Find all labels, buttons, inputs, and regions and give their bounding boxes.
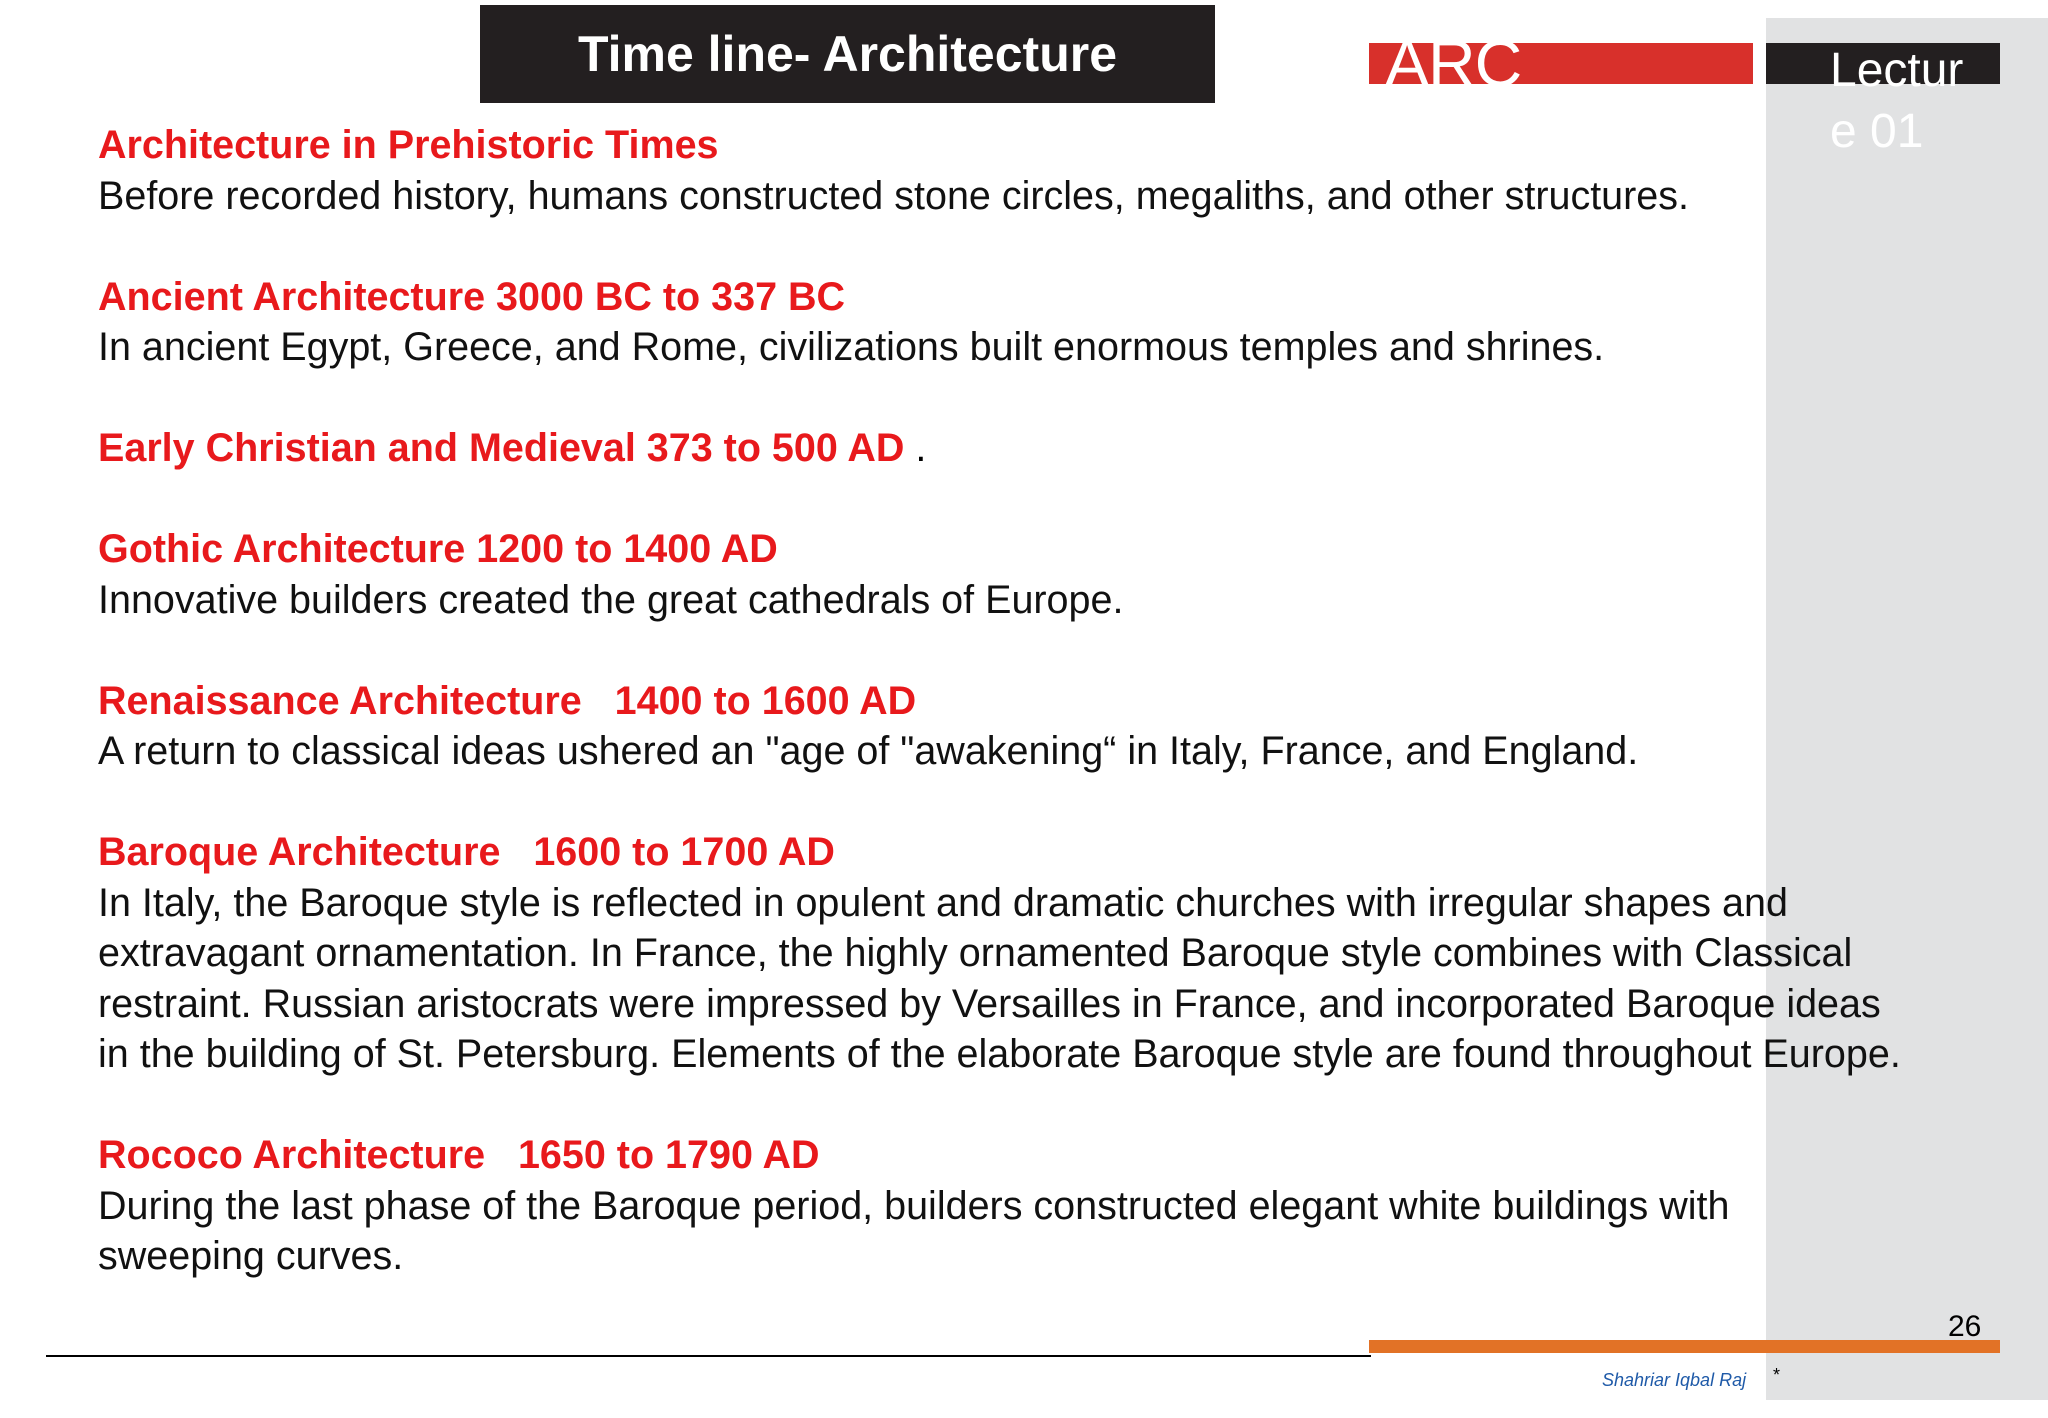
timeline-section [98, 524, 1818, 625]
section-heading: Baroque Architecture 1600 to 1700 AD [98, 830, 835, 874]
section-heading: Gothic Architecture 1200 to 1400 AD [98, 527, 778, 571]
footer-divider [46, 1355, 1371, 1357]
section-body: Before recorded history, humans constructed stone circles, megaliths, and other structures. [98, 173, 1689, 218]
page-number: 26 [1948, 1310, 1982, 1343]
timeline-section [98, 827, 1908, 1080]
section-body: Innovative builders created the great cathedrals of Europe. [98, 577, 1124, 622]
lecture-label: Lecture 01 [1830, 44, 1964, 158]
section-heading: Ancient Architecture 3000 BC to 337 BC [98, 274, 846, 319]
heading-suffix: . [904, 426, 927, 470]
footer-accent-bar [1369, 1340, 2000, 1353]
section-body: During the last phase of the Baroque period, builders constructed elegant white buildings with sweeping curves. [98, 1183, 1730, 1278]
timeline-content [98, 120, 1901, 1332]
section-heading: Renaissance Architecture 1400 to 1600 AD [98, 678, 917, 723]
section-heading: Early Christian and Medieval 373 to 500 AD [98, 426, 905, 470]
section-body: In ancient Egypt, Greece, and Rome, civilizations built enormous temples and shrines. [98, 325, 1605, 369]
arc-label: ARC [1385, 26, 1522, 100]
slide-title: Time line- Architecture [480, 5, 1215, 103]
author-name: Shahriar Iqbal Raj [1602, 1370, 1747, 1390]
section-body: A return to classical ideas ushered an "age of "awakening“ in Italy, France, and England. [98, 729, 1639, 773]
section-body: In Italy, the Baroque style is reflected in opulent and dramatic churches with irregular shapes and extravagant ornamentation. In France, the highly ornamented Baroque style combines with Classical restraint. Russian aristocrats were impressed by Versailles in France, and incorporated Baroque ideas in the building of St. Petersburg. Elements of the elaborate Baroque style are found throughout Europe. [98, 880, 1901, 1076]
timeline-section [98, 676, 1818, 777]
timeline-section [98, 120, 1818, 221]
section-heading: Rococo Architecture 1650 to 1790 AD [98, 1133, 820, 1177]
footer-asterisk: * [1773, 1365, 1781, 1385]
timeline-section [98, 423, 1818, 474]
timeline-section [98, 1130, 1888, 1282]
section-heading: Architecture in Prehistoric Times [98, 123, 719, 167]
timeline-section [98, 272, 1818, 373]
